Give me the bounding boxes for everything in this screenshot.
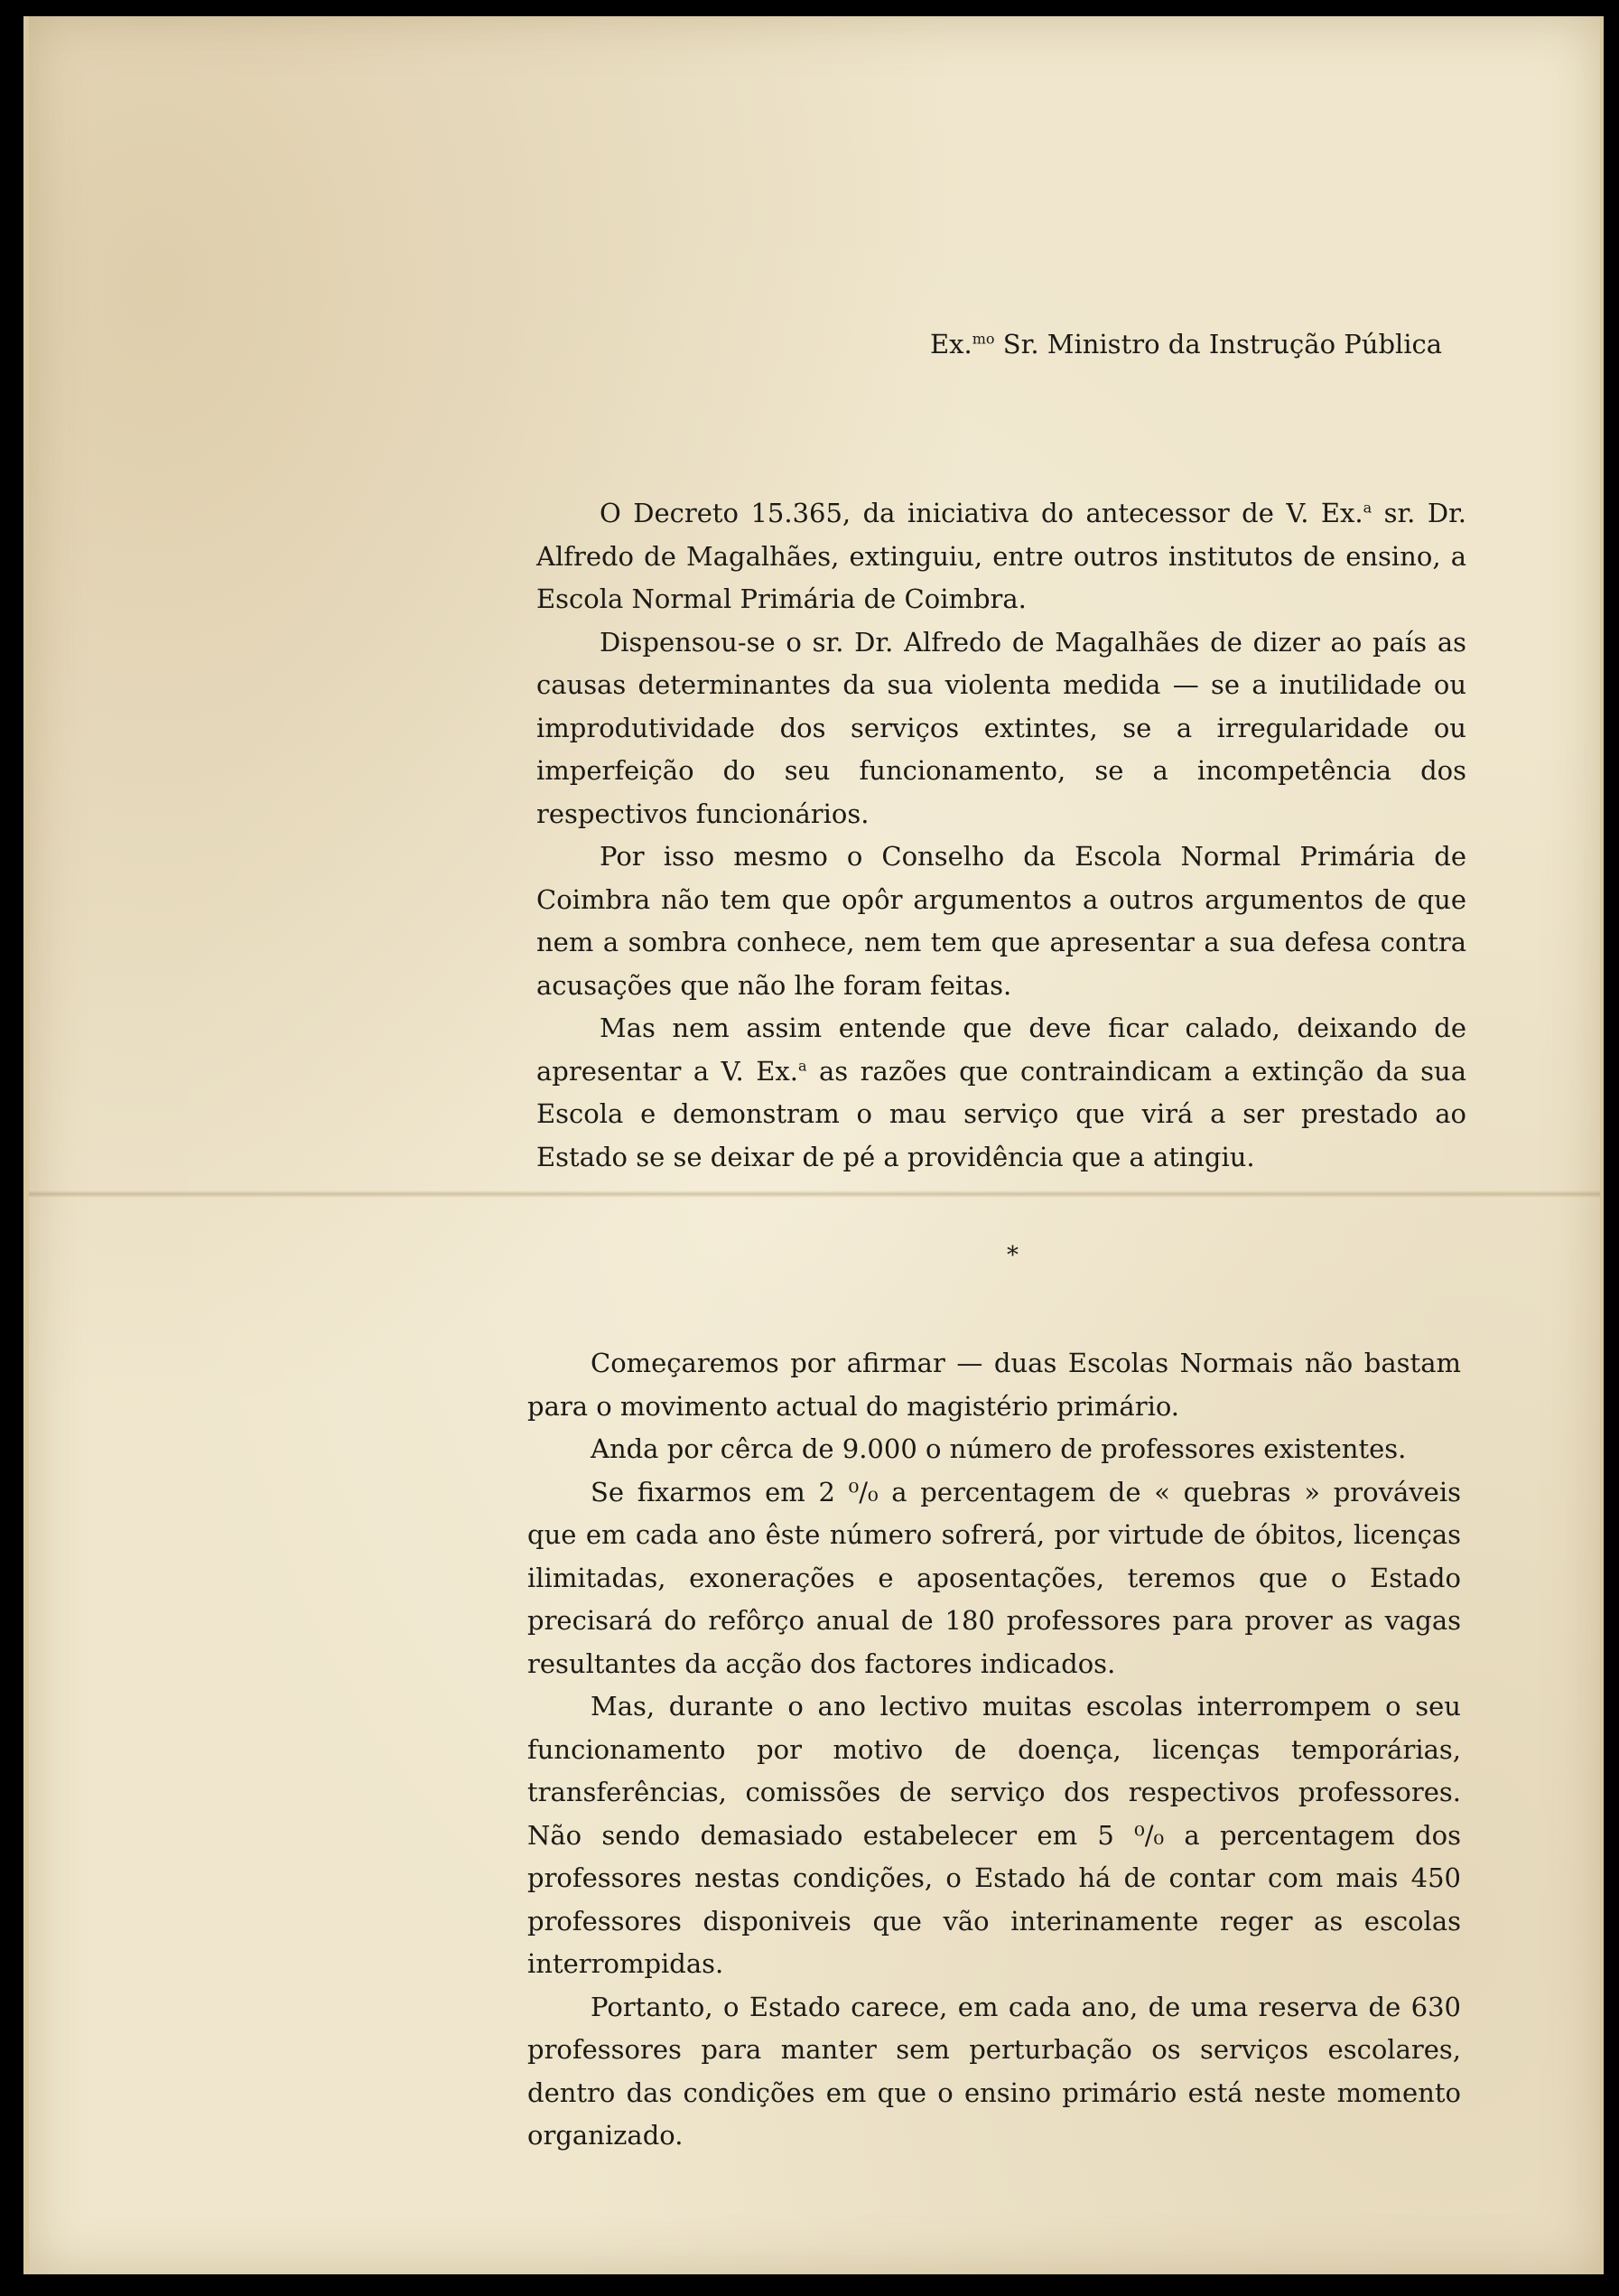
paragraph-1-part-b: sr. Dr. Alfredo de Magalhães, extinguiu, entre outros institutos de ensino, a Escola Normal Primária de Coimbra. [536,498,1466,614]
section-separator: * [1007,1242,1019,1269]
paragraph-1-part-a: O Decreto 15.365, da iniciativa do antecessor de V. Ex. [600,498,1363,528]
paragraph-1-superscript: a [1363,499,1372,517]
paragraph-7: Se fixarmos em 2 ⁰/₀ a percentagem de « quebras » prováveis que em cada ano êste número sofrerá, por virtude de óbitos, licenças ilimitadas, exonerações e aposentações, teremos que o Estado precisará do refôrço anual de 180 professores para prover as vagas resultantes da acção dos factores indicados. [527,1476,1461,1679]
section-2-body [527,1342,1461,2158]
paragraph-4-part-a: Mas nem assim entende que deve ficar calado, deixando de apresentar a V. Ex. [536,1013,1466,1087]
addressee-superscript: mo [972,330,995,348]
paragraph-9: Portanto, o Estado carece, em cada ano, de uma reserva de 630 professores para manter sem perturbação os serviços escolares, dentro das condições em que o ensino primário está neste momento organizado. [527,1991,1461,2151]
paragraph-2: Dispensou-se o sr. Dr. Alfredo de Magalhães de dizer ao país as causas determinantes da sua violenta medida — se a inutilidade ou improdutividade dos serviços extintes, se a irregularidade ou imperfeição do seu funcionamento, se a incompetência dos respectivos funcionários. [536,626,1466,829]
paragraph-8: Mas, durante o ano lectivo muitas escolas interrompem o seu funcionamento por motivo de doença, licenças temporárias, transferências, comissões de serviço dos respectivos professores. Não sendo demasiado estabelecer em 5 ⁰/₀ a percentagem dos professores nestas condições, o Estado há de contar com mais 450 professores disponiveis que vão interinamente reger as escolas interrompidas. [527,1691,1461,1979]
paper-fold-line [29,1190,1600,1198]
section-1-body [536,492,1466,1179]
paragraph-1 [536,492,1466,621]
addressee-line [930,329,1481,359]
paragraph-6: Anda por cêrca de 9.000 o número de professores existentes. [591,1433,1407,1464]
addressee-prefix: Ex. [930,329,972,359]
addressee-title: Sr. Ministro da Instrução Pública [994,329,1443,359]
paragraph-4 [536,1007,1466,1179]
paragraph-3: Por isso mesmo o Conselho da Escola Normal Primária de Coimbra não tem que opôr argumentos a outros argumentos de que nem a sombra conhece, nem tem que apresentar a sua defesa contra acusações que não lhe foram feitas. [536,841,1466,1001]
paragraph-5: Começaremos por afirmar — duas Escolas Normais não bastam para o movimento actual do magistério primário. [527,1348,1461,1422]
paragraph-4-part-b: as razões que contraindicam a extinção da sua Escola e demonstram o mau serviço que virá a ser prestado ao Estado se se deixar de pé a providência que a atingiu. [536,1055,1467,1172]
paragraph-4-superscript: a [797,1056,807,1074]
